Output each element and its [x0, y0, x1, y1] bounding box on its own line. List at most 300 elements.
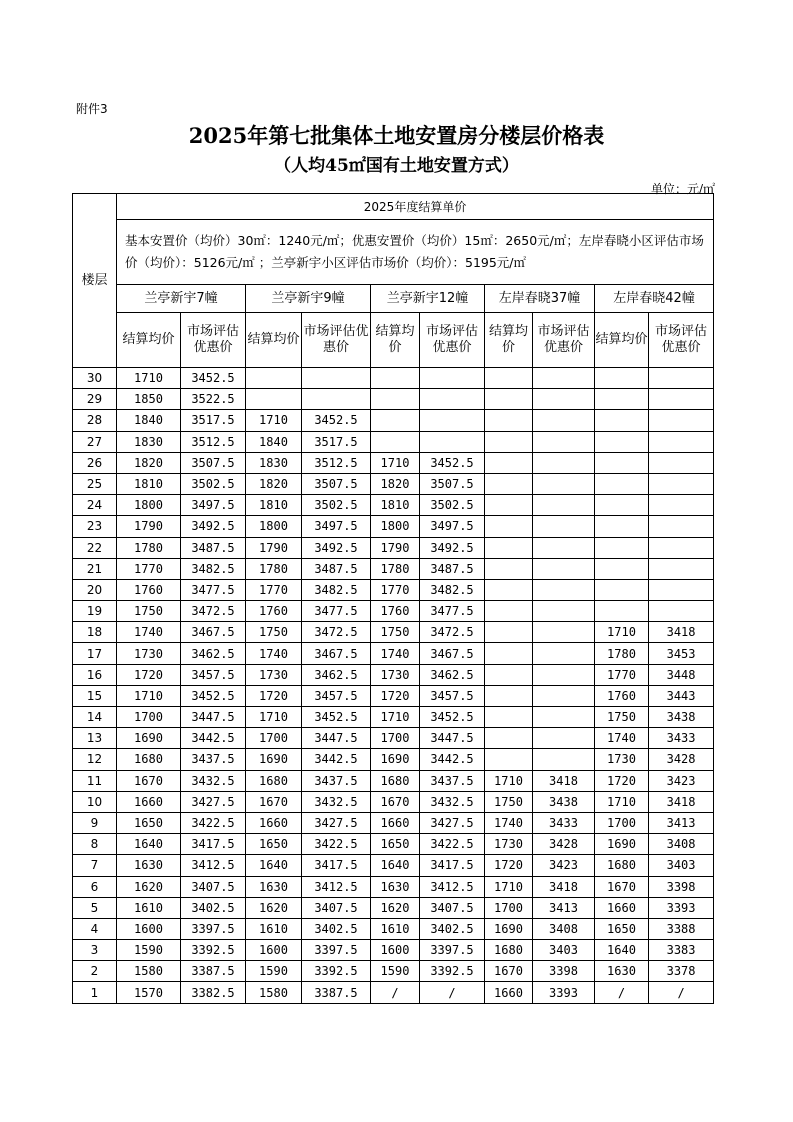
table-row [73, 410, 714, 431]
floor-cell: 30 [73, 368, 117, 389]
floor-cell: 12 [73, 749, 117, 770]
settlement-price-cell [595, 495, 649, 516]
market-price-cell: 3398 [533, 961, 595, 982]
market-price-cell: 3427.5 [181, 791, 246, 812]
floor-cell: 2 [73, 961, 117, 982]
market-price-cell: 3403 [533, 940, 595, 961]
market-price-cell: 3447.5 [302, 728, 371, 749]
settlement-price-cell: 1690 [485, 918, 533, 939]
market-price-cell [649, 473, 714, 494]
market-price-cell: 3442.5 [302, 749, 371, 770]
settlement-price-cell: 1660 [246, 812, 302, 833]
floor-cell: 5 [73, 897, 117, 918]
settlement-price-cell: 1630 [246, 876, 302, 897]
market-price-cell: 3387.5 [181, 961, 246, 982]
table-row [73, 558, 714, 579]
floor-cell: 19 [73, 601, 117, 622]
settlement-price-cell: 1680 [371, 770, 420, 791]
table-row [73, 431, 714, 452]
floor-cell: 18 [73, 622, 117, 643]
market-price-cell [533, 728, 595, 749]
settlement-price-cell: 1810 [117, 473, 181, 494]
market-price-cell: 3422.5 [420, 834, 485, 855]
table-row [73, 601, 714, 622]
market-price-cell [533, 558, 595, 579]
table-row [73, 791, 714, 812]
settlement-price-cell: 1680 [246, 770, 302, 791]
market-price-cell: 3467.5 [302, 643, 371, 664]
market-price-cell: 3507.5 [302, 473, 371, 494]
settlement-price-cell [485, 643, 533, 664]
settlement-price-cell: 1810 [371, 495, 420, 516]
market-price-cell: 3442.5 [420, 749, 485, 770]
settlement-price-cell: 1720 [485, 855, 533, 876]
floor-cell: 22 [73, 537, 117, 558]
market-price-cell [302, 368, 371, 389]
market-price-cell: 3457.5 [302, 685, 371, 706]
settlement-price-cell: 1820 [117, 452, 181, 473]
sub-header-market: 市场评估优惠价 [533, 313, 595, 368]
market-price-cell [533, 622, 595, 643]
market-price-cell: 3452.5 [181, 685, 246, 706]
settlement-price-cell: 1660 [485, 982, 533, 1003]
settlement-price-cell [485, 452, 533, 473]
settlement-price-cell [595, 579, 649, 600]
floor-cell: 20 [73, 579, 117, 600]
market-price-cell: 3452.5 [181, 368, 246, 389]
market-price-cell: 3393 [533, 982, 595, 1003]
settlement-price-cell [595, 473, 649, 494]
settlement-price-cell: 1600 [246, 940, 302, 961]
price-description: 基本安置价（均价）30㎡：1240元/㎡；优惠安置价（均价）15㎡：2650元/㎡；左岸春晓小区评估市场价（均价）：5126元/㎡ ；兰亭新宇小区评估市场价（均价）：5195元/㎡ [117, 220, 714, 285]
market-price-cell [533, 685, 595, 706]
settlement-price-cell: 1680 [117, 749, 181, 770]
market-price-cell: 3392.5 [420, 961, 485, 982]
settlement-price-cell [485, 389, 533, 410]
settlement-price-cell: 1790 [371, 537, 420, 558]
settlement-price-cell: 1690 [117, 728, 181, 749]
market-price-cell [533, 643, 595, 664]
settlement-price-cell: 1620 [371, 897, 420, 918]
settlement-price-cell: 1670 [595, 876, 649, 897]
table-row [73, 940, 714, 961]
settlement-price-cell: 1640 [595, 940, 649, 961]
market-price-cell [533, 664, 595, 685]
floor-cell: 11 [73, 770, 117, 791]
settlement-price-cell: 1820 [246, 473, 302, 494]
settlement-price-cell: 1830 [117, 431, 181, 452]
market-price-cell: 3452.5 [302, 707, 371, 728]
market-price-cell: 3432.5 [181, 770, 246, 791]
settlement-price-cell: 1660 [595, 897, 649, 918]
settlement-price-cell [485, 410, 533, 431]
table-row [73, 495, 714, 516]
market-price-cell: 3477.5 [181, 579, 246, 600]
settlement-price-cell: 1750 [595, 707, 649, 728]
floor-cell: 1 [73, 982, 117, 1003]
market-price-cell [649, 431, 714, 452]
market-price-cell [533, 579, 595, 600]
settlement-price-cell [485, 664, 533, 685]
building-header: 兰亭新宇12幢 [371, 285, 485, 313]
table-row [73, 452, 714, 473]
settlement-price-cell [595, 516, 649, 537]
market-price-cell: 3408 [533, 918, 595, 939]
settlement-price-cell: 1610 [371, 918, 420, 939]
settlement-price-cell: 1710 [246, 410, 302, 431]
market-price-cell [649, 495, 714, 516]
market-price-cell: 3512.5 [302, 452, 371, 473]
market-price-cell: 3378 [649, 961, 714, 982]
market-price-cell: 3462.5 [420, 664, 485, 685]
settlement-price-cell: 1790 [246, 537, 302, 558]
table-row [73, 707, 714, 728]
market-price-cell [649, 516, 714, 537]
settlement-price-cell: 1630 [117, 855, 181, 876]
market-price-cell: 3398 [649, 876, 714, 897]
market-price-cell [649, 410, 714, 431]
settlement-price-cell: 1650 [117, 812, 181, 833]
unit-label: 单位：元/㎡ [650, 182, 715, 196]
table-row [73, 368, 714, 389]
table-row [73, 961, 714, 982]
market-price-cell: 3387.5 [302, 982, 371, 1003]
settlement-price-cell: 1800 [246, 516, 302, 537]
market-price-cell: 3502.5 [302, 495, 371, 516]
floor-cell: 10 [73, 791, 117, 812]
market-price-cell: 3397.5 [420, 940, 485, 961]
market-price-cell: 3417.5 [181, 834, 246, 855]
settlement-price-cell: 1600 [371, 940, 420, 961]
market-price-cell: 3447.5 [420, 728, 485, 749]
market-price-cell: / [649, 982, 714, 1003]
market-price-cell: 3512.5 [181, 431, 246, 452]
market-price-cell: 3472.5 [302, 622, 371, 643]
sub-header-settlement: 结算均价 [117, 313, 181, 368]
market-price-cell: 3438 [649, 707, 714, 728]
market-price-cell: 3487.5 [302, 558, 371, 579]
market-price-cell: 3482.5 [302, 579, 371, 600]
settlement-price-cell [595, 558, 649, 579]
market-price-cell: 3462.5 [181, 643, 246, 664]
market-price-cell: 3453 [649, 643, 714, 664]
floor-cell: 16 [73, 664, 117, 685]
market-price-cell: 3423 [533, 855, 595, 876]
settlement-price-cell: 1710 [246, 707, 302, 728]
market-price-cell: 3462.5 [302, 664, 371, 685]
market-price-cell [533, 368, 595, 389]
floor-cell: 8 [73, 834, 117, 855]
settlement-price-cell: 1780 [595, 643, 649, 664]
settlement-price-cell [485, 473, 533, 494]
building-header: 兰亭新宇9幢 [246, 285, 371, 313]
settlement-price-cell: 1640 [371, 855, 420, 876]
floor-cell: 9 [73, 812, 117, 833]
market-price-cell [420, 389, 485, 410]
settlement-price-cell: 1610 [246, 918, 302, 939]
settlement-price-cell: 1660 [117, 791, 181, 812]
table-row [73, 685, 714, 706]
settlement-price-cell: 1680 [595, 855, 649, 876]
settlement-price-cell: 1820 [371, 473, 420, 494]
market-price-cell: 3392.5 [181, 940, 246, 961]
floor-cell: 27 [73, 431, 117, 452]
market-price-cell: 3467.5 [181, 622, 246, 643]
floor-cell: 23 [73, 516, 117, 537]
settlement-price-cell: 1810 [246, 495, 302, 516]
market-price-cell: 3423 [649, 770, 714, 791]
settlement-price-cell: 1640 [117, 834, 181, 855]
attachment-label: 附件3 [76, 102, 108, 116]
page-title: 2025年第七批集体土地安置房分楼层价格表 [188, 123, 605, 148]
market-price-cell: 3407.5 [420, 897, 485, 918]
market-price-cell: 3412.5 [420, 876, 485, 897]
floor-cell: 7 [73, 855, 117, 876]
market-price-cell: 3418 [533, 770, 595, 791]
page-subtitle: （人均45㎡国有土地安置方式） [274, 156, 519, 176]
market-price-cell: 3457.5 [181, 664, 246, 685]
table-row [73, 516, 714, 537]
floor-cell: 29 [73, 389, 117, 410]
market-price-cell: 3413 [649, 812, 714, 833]
market-price-cell: 3467.5 [420, 643, 485, 664]
settlement-price-cell [246, 368, 302, 389]
settlement-price-cell: 1570 [117, 982, 181, 1003]
floor-cell: 15 [73, 685, 117, 706]
floor-cell: 26 [73, 452, 117, 473]
settlement-price-cell: 1670 [485, 961, 533, 982]
table-row [73, 897, 714, 918]
floor-cell: 3 [73, 940, 117, 961]
settlement-price-cell [595, 431, 649, 452]
settlement-price-cell: / [371, 982, 420, 1003]
settlement-price-cell: 1650 [595, 918, 649, 939]
table-row [73, 622, 714, 643]
market-price-cell: 3428 [649, 749, 714, 770]
building-header: 左岸春晓37幢 [485, 285, 595, 313]
market-price-cell [533, 707, 595, 728]
floor-cell: 6 [73, 876, 117, 897]
market-price-cell: 3402.5 [420, 918, 485, 939]
settlement-price-cell: 1730 [595, 749, 649, 770]
settlement-price-cell: 1770 [117, 558, 181, 579]
market-price-cell: 3418 [649, 791, 714, 812]
settlement-price-cell: 1640 [246, 855, 302, 876]
market-price-cell: 3392.5 [302, 961, 371, 982]
settlement-price-cell: 1710 [371, 452, 420, 473]
settlement-price-cell: 1740 [371, 643, 420, 664]
market-price-cell: 3402.5 [181, 897, 246, 918]
settlement-price-cell [485, 685, 533, 706]
settlement-price-cell: 1740 [117, 622, 181, 643]
settlement-price-cell: 1770 [595, 664, 649, 685]
sub-header-market: 市场评估优惠价 [420, 313, 485, 368]
market-price-cell [533, 601, 595, 622]
market-price-cell: 3452.5 [420, 452, 485, 473]
floor-cell: 28 [73, 410, 117, 431]
table-row [73, 812, 714, 833]
settlement-price-cell: 1580 [117, 961, 181, 982]
market-price-cell: / [420, 982, 485, 1003]
market-price-cell: 3427.5 [302, 812, 371, 833]
market-price-cell [420, 410, 485, 431]
building-header: 兰亭新宇7幢 [117, 285, 246, 313]
sub-header-settlement: 结算均价 [246, 313, 302, 368]
market-price-cell: 3507.5 [181, 452, 246, 473]
market-price-cell: 3432.5 [420, 791, 485, 812]
market-price-cell: 3397.5 [181, 918, 246, 939]
settlement-price-cell: 1690 [371, 749, 420, 770]
market-price-cell: 3432.5 [302, 791, 371, 812]
table-row [73, 982, 714, 1003]
settlement-price-cell: 1710 [371, 707, 420, 728]
market-price-cell [649, 389, 714, 410]
market-price-cell [649, 452, 714, 473]
settlement-price-cell [595, 601, 649, 622]
market-price-cell: 3482.5 [420, 579, 485, 600]
sub-header-market: 市场评估优惠价 [181, 313, 246, 368]
market-price-cell [533, 537, 595, 558]
market-price-cell: 3472.5 [420, 622, 485, 643]
market-price-cell: 3422.5 [302, 834, 371, 855]
table-row [73, 664, 714, 685]
settlement-price-cell: 1840 [246, 431, 302, 452]
market-price-cell: 3383 [649, 940, 714, 961]
market-price-cell: 3388 [649, 918, 714, 939]
settlement-price-cell [485, 537, 533, 558]
settlement-price-cell: 1730 [371, 664, 420, 685]
settlement-price-cell: 1670 [371, 791, 420, 812]
settlement-price-cell: 1650 [371, 834, 420, 855]
market-price-cell: 3437.5 [181, 749, 246, 770]
settlement-price-cell: 1690 [595, 834, 649, 855]
market-price-cell: 3507.5 [420, 473, 485, 494]
settlement-price-cell: 1710 [117, 685, 181, 706]
floor-cell: 17 [73, 643, 117, 664]
market-price-cell: 3407.5 [181, 876, 246, 897]
market-price-cell: 3417.5 [420, 855, 485, 876]
settlement-price-cell: 1720 [117, 664, 181, 685]
settlement-price-cell: / [595, 982, 649, 1003]
table-row [73, 834, 714, 855]
floor-cell: 21 [73, 558, 117, 579]
settlement-price-cell: 1750 [117, 601, 181, 622]
settlement-price-cell [485, 749, 533, 770]
settlement-price-cell: 1840 [117, 410, 181, 431]
settlement-price-cell: 1850 [117, 389, 181, 410]
settlement-price-cell: 1710 [595, 791, 649, 812]
floor-cell: 13 [73, 728, 117, 749]
market-price-cell: 3497.5 [420, 516, 485, 537]
building-header: 左岸春晓42幢 [595, 285, 714, 313]
settlement-price-cell: 1760 [246, 601, 302, 622]
table-row [73, 728, 714, 749]
market-price-cell [302, 389, 371, 410]
settlement-price-cell [595, 537, 649, 558]
settlement-price-cell: 1700 [371, 728, 420, 749]
market-price-cell [533, 473, 595, 494]
sub-header-settlement: 结算均价 [595, 313, 649, 368]
floor-cell: 25 [73, 473, 117, 494]
settlement-price-cell [595, 389, 649, 410]
settlement-price-cell: 1770 [371, 579, 420, 600]
settlement-price-cell: 1740 [485, 812, 533, 833]
market-price-cell: 3452.5 [302, 410, 371, 431]
market-price-cell: 3422.5 [181, 812, 246, 833]
table-row [73, 770, 714, 791]
market-price-cell: 3487.5 [420, 558, 485, 579]
settlement-price-cell [485, 558, 533, 579]
settlement-price-cell [371, 431, 420, 452]
table-row [73, 876, 714, 897]
market-price-cell: 3477.5 [420, 601, 485, 622]
settlement-price-cell: 1670 [246, 791, 302, 812]
market-price-cell: 3433 [649, 728, 714, 749]
market-price-cell [420, 431, 485, 452]
market-price-cell: 3452.5 [420, 707, 485, 728]
market-price-cell: 3403 [649, 855, 714, 876]
market-price-cell [533, 431, 595, 452]
market-price-cell: 3417.5 [302, 855, 371, 876]
sub-header-settlement: 结算均价 [485, 313, 533, 368]
table-row [73, 749, 714, 770]
market-price-cell [649, 579, 714, 600]
table-row [73, 473, 714, 494]
market-price-cell: 3428 [533, 834, 595, 855]
settlement-price-cell: 1690 [246, 749, 302, 770]
settlement-price-cell [485, 622, 533, 643]
market-price-cell: 3433 [533, 812, 595, 833]
settlement-price-cell: 1660 [371, 812, 420, 833]
market-price-cell: 3437.5 [302, 770, 371, 791]
market-price-cell [533, 749, 595, 770]
settlement-price-cell: 1610 [117, 897, 181, 918]
settlement-price-cell: 1700 [117, 707, 181, 728]
settlement-price-cell: 1750 [246, 622, 302, 643]
market-price-cell: 3447.5 [181, 707, 246, 728]
settlement-price-cell: 1710 [595, 622, 649, 643]
settlement-price-cell: 1710 [485, 876, 533, 897]
settlement-price-cell: 1760 [371, 601, 420, 622]
settlement-price-cell [371, 410, 420, 431]
settlement-price-cell: 1710 [485, 770, 533, 791]
market-price-cell [649, 537, 714, 558]
settlement-price-cell [485, 728, 533, 749]
settlement-price-cell: 1680 [485, 940, 533, 961]
market-price-cell: 3492.5 [181, 516, 246, 537]
settlement-price-cell [485, 707, 533, 728]
market-price-cell: 3402.5 [302, 918, 371, 939]
market-price-cell: 3472.5 [181, 601, 246, 622]
settlement-price-cell [246, 389, 302, 410]
market-price-cell [420, 368, 485, 389]
table-row [73, 855, 714, 876]
market-price-cell: 3397.5 [302, 940, 371, 961]
settlement-price-cell: 1620 [117, 876, 181, 897]
settlement-price-cell: 1720 [595, 770, 649, 791]
floor-header: 楼层 [73, 194, 117, 368]
settlement-price-cell [485, 601, 533, 622]
settlement-price-cell: 1670 [117, 770, 181, 791]
settlement-price-cell: 1740 [595, 728, 649, 749]
table-row [73, 537, 714, 558]
market-price-cell [533, 410, 595, 431]
settlement-price-cell: 1800 [371, 516, 420, 537]
floor-cell: 24 [73, 495, 117, 516]
market-price-cell: 3492.5 [420, 537, 485, 558]
settlement-price-cell: 1770 [246, 579, 302, 600]
settlement-price-cell: 1630 [371, 876, 420, 897]
